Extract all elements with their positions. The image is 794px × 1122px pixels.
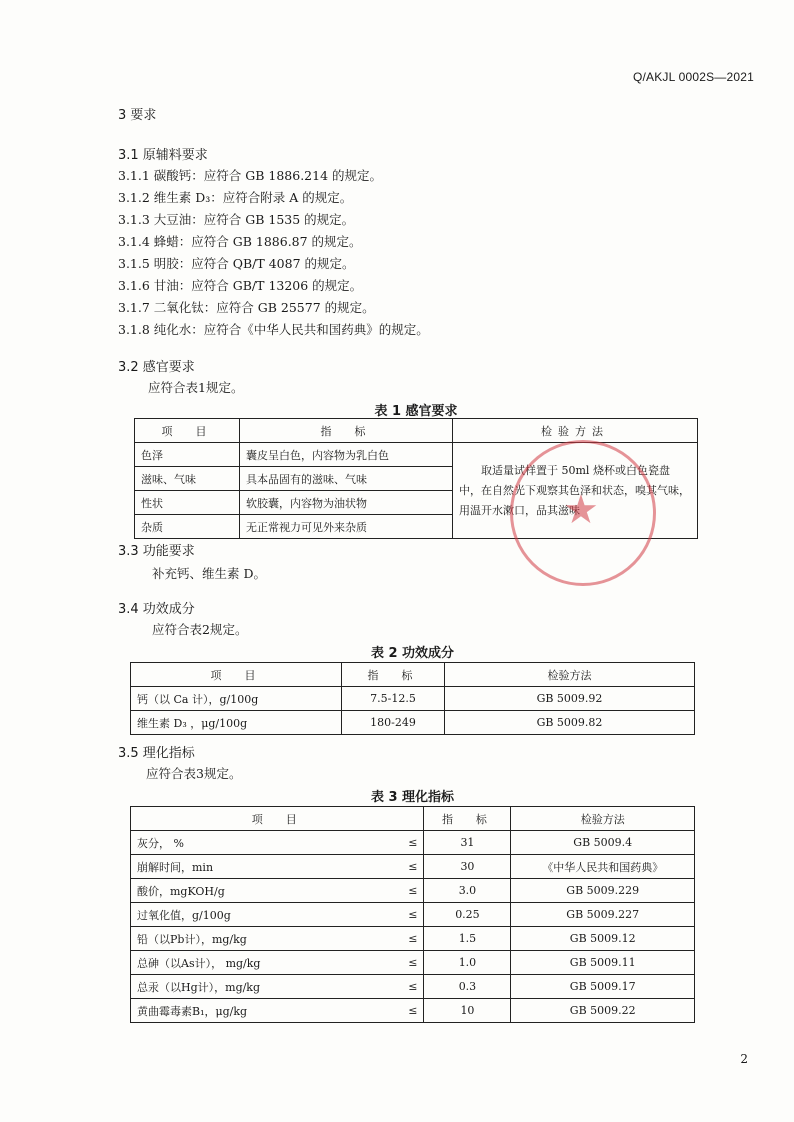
table-row: [131, 999, 695, 1023]
section-3-4-note: 应符合表2规定。: [152, 622, 248, 637]
list-item: 3.1.5 明胶：应符合 QB/T 4087 的规定。: [118, 256, 355, 271]
table-3-caption: 表 3 理化指标: [370, 790, 455, 805]
table-row: [135, 443, 698, 467]
table-1: [134, 418, 698, 539]
table-1-caption: 表 1 感官要求: [374, 404, 458, 419]
table-row: [131, 879, 695, 903]
table-cell: 7.5-12.5: [342, 687, 445, 711]
table-row: [131, 927, 695, 951]
table-header: 项 目: [131, 663, 342, 687]
table-2-caption: 表 2 功效成分: [370, 646, 455, 661]
table-cell: 1.5: [424, 927, 511, 951]
table-cell: 崩解时间，min: [131, 855, 392, 879]
section-3-3-title: 3.3 功能要求: [118, 544, 195, 559]
table-header: 检验方法: [511, 807, 695, 831]
table-cell: GB 5009.12: [511, 927, 695, 951]
table-2: [130, 662, 695, 735]
table-row: [131, 975, 695, 999]
table-cell: 无正常视力可见外来杂质: [240, 515, 453, 539]
table-cell: GB 5009.4: [511, 831, 695, 855]
table-cell: 维生素 D₃ ，μg/100g: [131, 711, 342, 735]
table-cell: ≤: [391, 855, 424, 879]
table-header: 检验方法: [445, 663, 695, 687]
table-cell: 软胶囊，内容物为油状物: [240, 491, 453, 515]
section-3-2-note: 应符合表1规定。: [148, 380, 244, 395]
table-cell: ≤: [391, 903, 424, 927]
table-cell: 钙（以 Ca 计），g/100g: [131, 687, 342, 711]
table-cell: 10: [424, 999, 511, 1023]
table-cell: GB 5009.227: [511, 903, 695, 927]
section-3-4-title: 3.4 功效成分: [118, 602, 195, 617]
table-header: 指 标: [342, 663, 445, 687]
table-header: 检验方法: [453, 419, 698, 443]
table-cell: 总砷（以As计）， mg/kg: [131, 951, 392, 975]
section-3-1-title: 3.1 原辅料要求: [118, 148, 208, 163]
table-cell: GB 5009.11: [511, 951, 695, 975]
table-cell: 铅（以Pb计），mg/kg: [131, 927, 392, 951]
table-row: [131, 687, 695, 711]
table-cell: 滋味、气味: [135, 467, 240, 491]
table-cell: ≤: [391, 831, 424, 855]
table-cell: 黄曲霉毒素B₁，μg/kg: [131, 999, 392, 1023]
list-item: 3.1.7 二氧化钛：应符合 GB 25577 的规定。: [118, 300, 375, 315]
table-cell: 灰分， %: [131, 831, 392, 855]
table-cell: ≤: [391, 975, 424, 999]
list-item: 3.1.4 蜂蜡：应符合 GB 1886.87 的规定。: [118, 234, 362, 249]
table-cell: 过氧化值，g/100g: [131, 903, 392, 927]
method-cell: 取适量试样置于 50ml 烧杯或白色瓷盘中，在自然光下观察其色泽和状态，嗅其气味，用温开水漱口，品其滋味: [453, 443, 698, 539]
table-header: 项 目: [131, 807, 424, 831]
list-item: 3.1.3 大豆油：应符合 GB 1535 的规定。: [118, 212, 355, 227]
list-item: 3.1.1 碳酸钙：应符合 GB 1886.214 的规定。: [118, 168, 383, 183]
table-row: [131, 711, 695, 735]
table-cell: GB 5009.92: [445, 687, 695, 711]
table-cell: ≤: [391, 951, 424, 975]
table-cell: 180-249: [342, 711, 445, 735]
table-cell: 3.0: [424, 879, 511, 903]
section-3-5-note: 应符合表3规定。: [146, 766, 242, 781]
list-item: 3.1.2 维生素 D₃：应符合附录 A 的规定。: [118, 190, 353, 205]
table-cell: 具本品固有的滋味、气味: [240, 467, 453, 491]
table-cell: GB 5009.17: [511, 975, 695, 999]
table-header: 项 目: [135, 419, 240, 443]
table-3: [130, 806, 695, 1023]
table-cell: ≤: [391, 879, 424, 903]
table-cell: 酸价，mgKOH/g: [131, 879, 392, 903]
table-cell: 总汞（以Hg计），mg/kg: [131, 975, 392, 999]
table-row: [131, 951, 695, 975]
table-cell: ≤: [391, 999, 424, 1023]
table-cell: GB 5009.22: [511, 999, 695, 1023]
seal-star-icon: ★: [563, 487, 599, 533]
section-3-3-note: 补充钙、维生素 D。: [152, 566, 266, 581]
table-row: [131, 903, 695, 927]
table-header: 指 标: [424, 807, 511, 831]
table-cell: 0.25: [424, 903, 511, 927]
table-cell: 0.3: [424, 975, 511, 999]
table-row: [131, 855, 695, 879]
table-cell: 31: [424, 831, 511, 855]
page-number: 2: [740, 1052, 748, 1066]
document-code: Q/AKJL 0002S—2021: [632, 70, 754, 84]
table-cell: 30: [424, 855, 511, 879]
table-cell: 囊皮呈白色，内容物为乳白色: [240, 443, 453, 467]
table-cell: 性状: [135, 491, 240, 515]
table-cell: GB 5009.82: [445, 711, 695, 735]
list-item: 3.1.8 纯化水：应符合《中华人民共和国药典》的规定。: [118, 322, 429, 337]
table-cell: 1.0: [424, 951, 511, 975]
table-cell: 色泽: [135, 443, 240, 467]
section-3-title: 3 要求: [118, 108, 157, 123]
table-header: 指 标: [240, 419, 453, 443]
table-cell: 杂质: [135, 515, 240, 539]
table-cell: 《中华人民共和国药典》: [511, 855, 695, 879]
list-item: 3.1.6 甘油：应符合 GB/T 13206 的规定。: [118, 278, 363, 293]
section-3-5-title: 3.5 理化指标: [118, 746, 195, 761]
table-row: [131, 831, 695, 855]
table-cell: ≤: [391, 927, 424, 951]
table-cell: GB 5009.229: [511, 879, 695, 903]
section-3-2-title: 3.2 感官要求: [118, 360, 195, 375]
